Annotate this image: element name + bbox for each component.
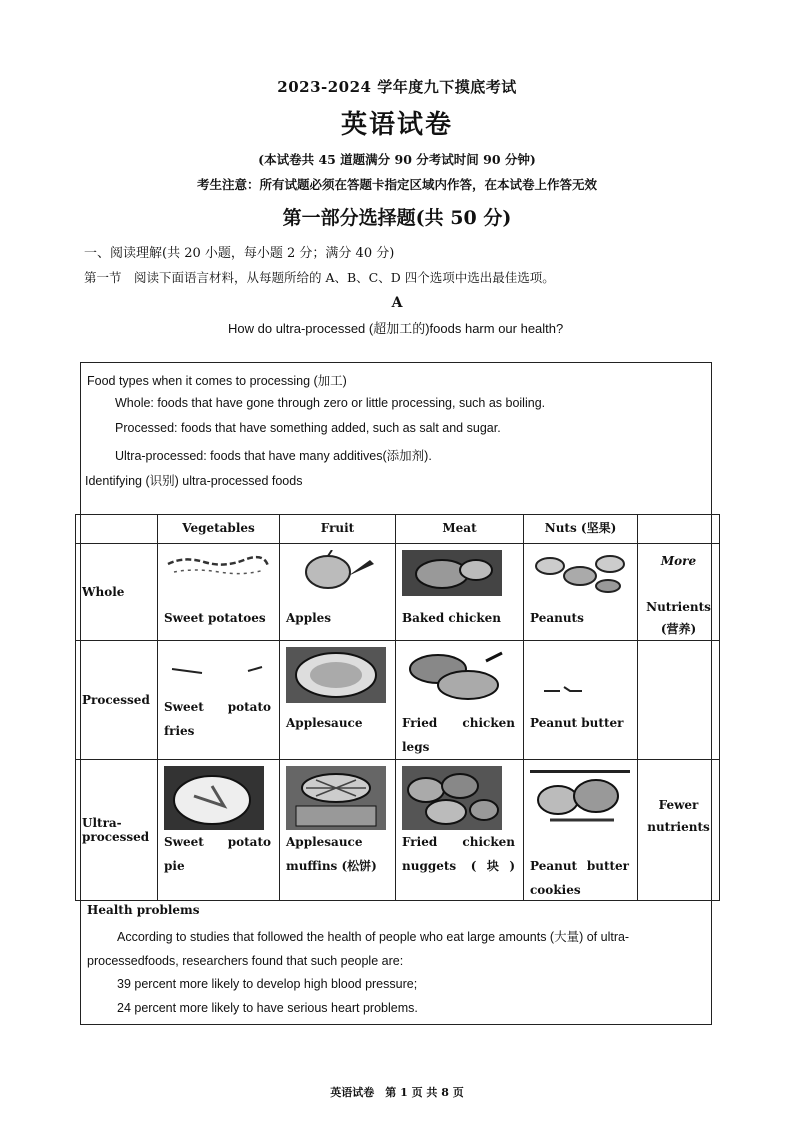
food-label: Sweet potatoes <box>164 611 266 625</box>
more-nutrients-cell <box>638 544 720 641</box>
row-label-ultra-processed: Ultra-processed <box>76 760 158 901</box>
food-cell <box>280 760 396 901</box>
health-paragraph: According to studies that followed the health of people who eat large amounts (大量) of ultra-processedfoods, researchers found that such people are: <box>87 930 630 968</box>
part-title: 第一部分选择题(共 50 分) <box>282 207 512 229</box>
column-header-meat: Meat <box>396 515 524 544</box>
food-label: Fried chicken legs <box>402 716 515 754</box>
section-instruction: 第一节 阅读下面语言材料，从每题所给的 A、B、C、D 四个选项中选出最佳选项。 <box>84 270 555 285</box>
peanuts-image <box>530 550 636 596</box>
exam-title: 2023-2024 学年度九下摸底考试 <box>277 78 517 96</box>
food-label: Peanuts <box>530 611 584 625</box>
peanut-butter-cookies-image <box>530 766 636 830</box>
food-cell <box>396 760 524 901</box>
candidate-notice: 考生注意：所有试题必须在答题卡指定区域内作答，在本试卷上作答无效 <box>196 177 597 192</box>
food-label: Peanut butter cookies <box>530 859 629 897</box>
food-table <box>75 514 720 901</box>
food-label: Sweet potato pie <box>164 835 271 873</box>
sweet-potatoes-image <box>164 550 270 590</box>
exam-note: (本试卷共 45 道题满分 90 分考试时间 90 分钟) <box>258 152 536 167</box>
food-types-heading: Food types when it comes to processing (加工) <box>87 374 347 388</box>
food-cell <box>158 544 280 641</box>
sweet-potato-pie-image <box>164 766 270 830</box>
fewer-nutrients-cell <box>638 760 720 901</box>
fewer-label: Fewer <box>658 798 699 812</box>
column-header-nutrients <box>638 515 720 544</box>
food-cell <box>158 641 280 760</box>
food-label: Apples <box>286 611 332 625</box>
column-header-fruit: Fruit <box>280 515 396 544</box>
whole-definition: Whole: foods that have gone through zero or little processing, such as boiling. <box>115 396 546 410</box>
processed-definition: Processed: foods that have something added, such as salt and sugar. <box>115 421 501 435</box>
page-footer: 英语试卷 第 1 页 共 8 页 <box>330 1086 464 1099</box>
baked-chicken-image <box>402 550 508 596</box>
subject-title: 英语试卷 <box>340 110 453 140</box>
info-box <box>80 362 712 1025</box>
identifying-heading: Identifying (识别) ultra-processed foods <box>85 474 303 488</box>
nutrients-label: Nutrients <box>646 600 711 614</box>
food-cell <box>396 544 524 641</box>
health-fact-2: 24 percent more likely to have serious heart problems. <box>117 1001 418 1015</box>
food-cell <box>396 641 524 760</box>
food-cell <box>524 641 638 760</box>
row-label-processed: Processed <box>76 641 158 760</box>
food-cell <box>524 760 638 901</box>
fried-chicken-nuggets-image <box>402 766 508 830</box>
applesauce-image <box>286 647 392 703</box>
more-label: More <box>660 554 697 568</box>
food-label: Applesauce <box>286 716 363 730</box>
row-label-whole: Whole <box>76 544 158 641</box>
food-label: Applesauce muffins (松饼) <box>286 835 377 873</box>
health-problems-heading: Health problems <box>87 903 200 917</box>
apples-image <box>286 550 392 596</box>
food-cell <box>158 760 280 901</box>
food-label: Sweet potato fries <box>164 700 271 738</box>
food-label: Peanut butter <box>530 716 624 730</box>
fewer-nutrients-label: nutrients <box>647 820 710 834</box>
ultra-processed-definition: Ultra-processed: foods that have many additives(添加剂). <box>115 449 432 463</box>
food-cell <box>524 544 638 641</box>
health-fact-1: 39 percent more likely to develop high blood pressure; <box>117 977 418 991</box>
passage-letter: A <box>391 295 403 311</box>
sweet-potato-fries-image <box>164 647 270 687</box>
peanut-butter-image <box>530 647 636 703</box>
nutrients-chinese-label: (营养) <box>660 622 697 636</box>
table-corner <box>76 515 158 544</box>
food-label: Baked chicken <box>402 611 502 625</box>
passage-title: How do ultra-processed (超加工的)foods harm our health? <box>228 321 564 336</box>
column-header-nuts: Nuts (坚果) <box>524 515 638 544</box>
applesauce-muffins-image <box>286 766 392 830</box>
section-heading: 一、阅读理解(共 20 小题，每小题 2 分；满分 40 分) <box>84 246 395 261</box>
fried-chicken-legs-image <box>402 647 508 703</box>
food-cell <box>280 641 396 760</box>
column-header-vegetables: Vegetables <box>158 515 280 544</box>
food-label: Fried chicken nuggets (块) <box>402 835 515 873</box>
food-cell <box>280 544 396 641</box>
empty-side-cell <box>638 641 720 760</box>
